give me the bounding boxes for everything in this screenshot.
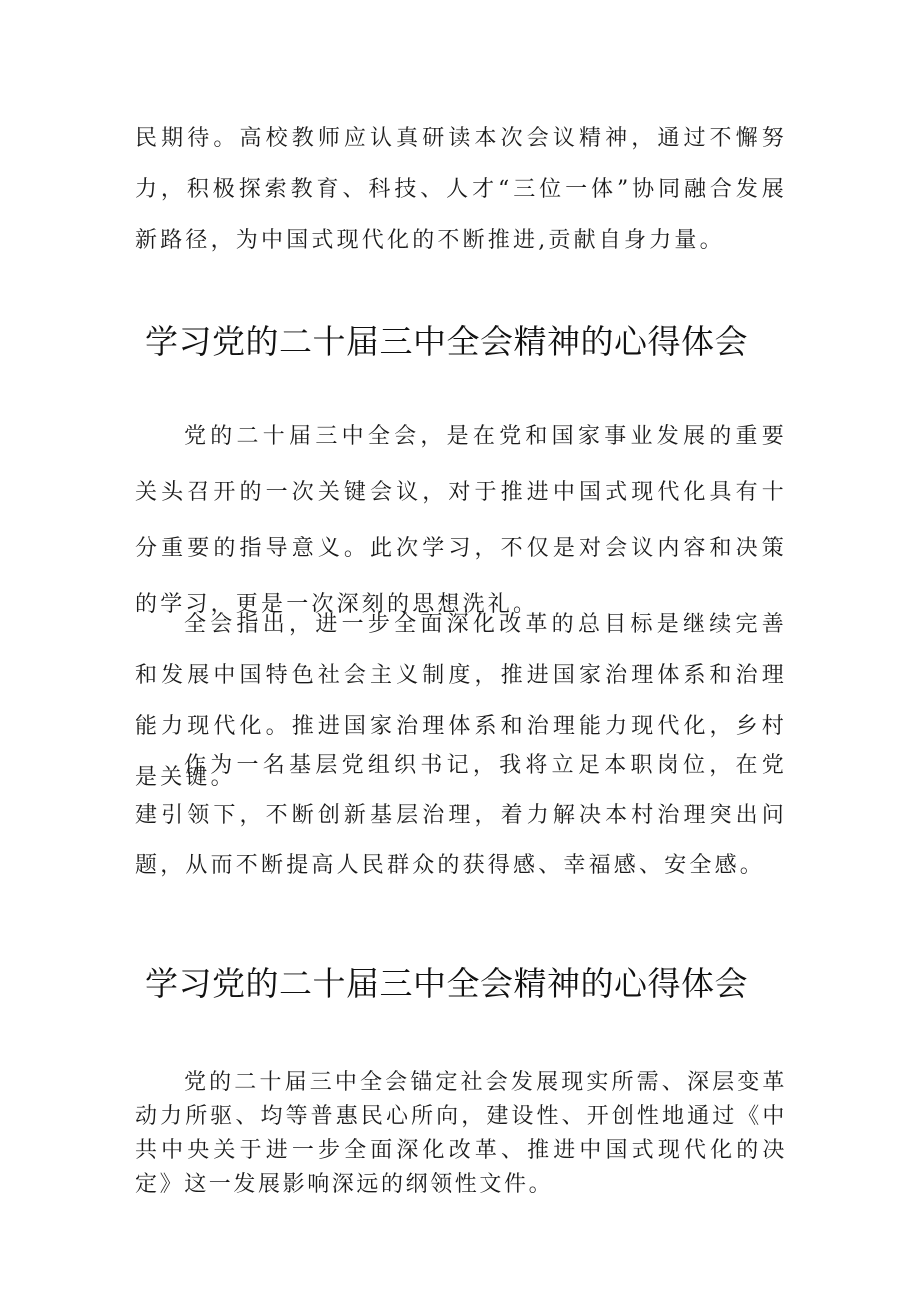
section-1-paragraph-3: 作为一名基层党组织书记，我将立足本职岗位，在党建引领下，不断创新基层治理，着力解决本村治理突出问题，从而不断提高人民群众的获得感、幸福感、安全感。 (135, 753, 787, 878)
section-2-paragraph-1: 党的二十届三中全会锚定社会发展现实所需、深层变革动力所驱、均等普惠民心所向，建设性、开创性地通过《中共中央关于进一步全面深化改革、推进中国式现代化的决定》这一发展影响深远的纲领性文件。 (135, 1070, 787, 1197)
section-1-paragraph-1: 党的二十届三中全会，是在党和国家事业发展的重要关头召开的一次关键会议，对于推进中国式现代化具有十分重要的指导意义。此次学习，不仅是对会议内容和决策的学习，更是一次深刻的思想洗礼。 (135, 424, 787, 617)
intro-paragraph: 民期待。高校教师应认真研读本次会议精神，通过不懈努力，积极探索教育、科技、人才“三位一体”协同融合发展新路径，为中国式现代化的不断推进,贡献自身力量。 (135, 126, 787, 253)
section-title-1: 学习党的二十届三中全会精神的心得体会 (145, 322, 748, 361)
section-1-paragraph-2: 全会指出，进一步全面深化改革的总目标是继续完善和发展中国特色社会主义制度，推进国家治理体系和治理能力现代化。推进国家治理体系和治理能力现代化，乡村是关键。 (135, 612, 787, 790)
section-title-2: 学习党的二十届三中全会精神的心得体会 (145, 964, 748, 1003)
